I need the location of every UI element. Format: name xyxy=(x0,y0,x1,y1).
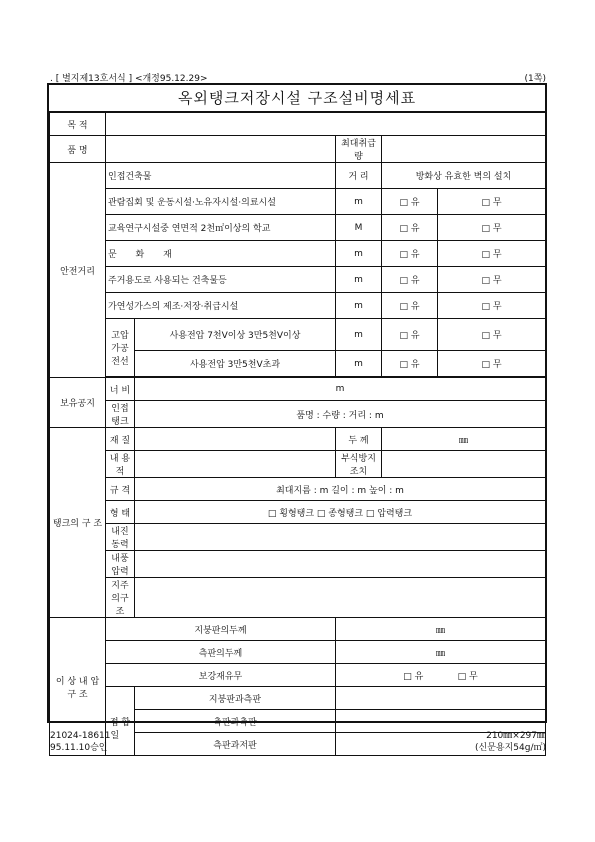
paper-type: (신문용지54g/㎡) xyxy=(475,743,546,753)
unit: M xyxy=(336,215,382,241)
footer-left xyxy=(50,730,119,754)
adjacent-header: 인접건축물 xyxy=(106,163,336,189)
support-label: 지주의구조 xyxy=(106,578,135,618)
yes-checkbox[interactable]: □ 유 xyxy=(382,241,438,267)
unit: m xyxy=(336,319,382,351)
building-assembly: 관람집회 및 운동시설·노유자시설·의료시설 xyxy=(106,189,336,215)
support-field[interactable] xyxy=(135,578,546,618)
form-code: 21024-18611일 xyxy=(50,731,120,741)
no-checkbox[interactable]: □ 무 xyxy=(438,241,546,267)
form-title: 옥외탱크저장시설 구조설비명세표 xyxy=(49,85,545,112)
width-field[interactable]: m xyxy=(135,378,546,401)
unit: m xyxy=(336,241,382,267)
no-checkbox[interactable]: □ 무 xyxy=(438,267,546,293)
yes-checkbox[interactable]: □ 유 xyxy=(382,189,438,215)
no-checkbox[interactable]: □ 무 xyxy=(438,351,546,377)
contents-label: 내 용 적 xyxy=(106,451,135,478)
footer-right xyxy=(475,730,546,754)
yes-checkbox[interactable]: □ 유 xyxy=(382,215,438,241)
high-voltage-1: 사용전압 7천V이상 3만5천V이상 xyxy=(135,319,336,351)
yes-checkbox[interactable]: □ 유 xyxy=(382,293,438,319)
joint-side-side: 측판과측판 xyxy=(135,710,336,733)
pressure-field[interactable] xyxy=(135,551,546,578)
adjacent-tank-label: 인접탱크 xyxy=(106,401,135,428)
width-label: 너 비 xyxy=(106,378,135,401)
paper-size: 210㎜×297㎜ xyxy=(486,731,546,741)
adjacent-tank-fields[interactable]: 품명 : 수량 : 거리 : m xyxy=(135,401,546,428)
distance-header: 거 리 xyxy=(336,163,382,189)
building-gas: 가연성가스의 제조·저장·취급시설 xyxy=(106,293,336,319)
thickness-label: 두 께 xyxy=(336,428,382,451)
side-thickness-label: 측판의두께 xyxy=(106,641,336,664)
shape-options[interactable]: □ 횡형탱크 □ 종형탱크 □ 압력탱크 xyxy=(135,501,546,524)
material-field[interactable] xyxy=(135,428,336,451)
max-qty-label: 최대취급량 xyxy=(336,136,382,163)
building-school: 교육연구시설중 연면적 2천㎡이상의 학교 xyxy=(106,215,336,241)
pressure-label: 내풍압력 xyxy=(106,551,135,578)
yes-checkbox[interactable]: □ 유 xyxy=(382,267,438,293)
form-number: . [ 별지제13호서식 ] <개정95.12.29> xyxy=(50,74,208,84)
spec-fields[interactable]: 최대지름 : m 길이 : m 높이 : m xyxy=(135,478,546,501)
joint-roof-side-field[interactable] xyxy=(336,687,546,710)
reinforce-label: 보강재유무 xyxy=(106,664,336,687)
roof-thickness-label: 지붕판의두께 xyxy=(106,618,336,641)
side-thickness-field[interactable]: ㎜ xyxy=(336,641,546,664)
special-structure-label: 이 상 내 압 구 조 xyxy=(50,618,106,756)
yes-checkbox[interactable]: □ 유 xyxy=(382,319,438,351)
spec-label: 규 격 xyxy=(106,478,135,501)
high-voltage-2: 사용전압 3만5천V초과 xyxy=(135,351,336,377)
shape-label: 형 태 xyxy=(106,501,135,524)
item-label: 품 명 xyxy=(50,136,106,163)
corrosion-label: 부식방지조치 xyxy=(336,451,382,478)
yes-checkbox[interactable]: □ 유 xyxy=(403,671,424,682)
approval-date: 95.11.10승인 xyxy=(50,743,108,753)
page-indicator: (1쪽) xyxy=(524,74,546,84)
fire-wall-header: 방화상 유효한 벽의 설치 xyxy=(382,163,546,189)
form-table xyxy=(49,112,546,756)
unit: m xyxy=(336,189,382,215)
no-checkbox[interactable]: □ 무 xyxy=(457,671,478,682)
no-checkbox[interactable]: □ 무 xyxy=(438,319,546,351)
thickness-field[interactable]: ㎜ xyxy=(382,428,546,451)
corrosion-field[interactable] xyxy=(382,451,546,478)
tank-structure-label: 탱크의 구 조 xyxy=(50,428,106,618)
unit: m xyxy=(336,267,382,293)
reinforce-options[interactable] xyxy=(336,664,546,687)
seismic-label: 내진동력 xyxy=(106,524,135,551)
building-residential: 주거용도로 사용되는 건축물등 xyxy=(106,267,336,293)
yes-checkbox[interactable]: □ 유 xyxy=(382,351,438,377)
building-heritage: 문 화 재 xyxy=(106,241,336,267)
open-space-label: 보유공지 xyxy=(50,378,106,428)
no-checkbox[interactable]: □ 무 xyxy=(438,215,546,241)
seismic-field[interactable] xyxy=(135,524,546,551)
purpose-label: 목 적 xyxy=(50,113,106,136)
no-checkbox[interactable]: □ 무 xyxy=(438,293,546,319)
safety-distance-label: 안전거리 xyxy=(50,163,106,378)
joint-label: 접 합 xyxy=(106,687,135,756)
purpose-field[interactable] xyxy=(106,113,546,136)
item-field[interactable] xyxy=(106,136,336,163)
roof-thickness-field[interactable]: ㎜ xyxy=(336,618,546,641)
joint-side-bottom: 측판과저판 xyxy=(135,733,336,756)
unit: m xyxy=(336,293,382,319)
no-checkbox[interactable]: □ 무 xyxy=(438,189,546,215)
joint-roof-side: 지붕판과측판 xyxy=(135,687,336,710)
max-qty-field[interactable] xyxy=(382,136,546,163)
high-voltage-label: 고압 가공 전선 xyxy=(106,319,135,377)
unit: m xyxy=(336,351,382,377)
contents-field[interactable] xyxy=(135,451,336,478)
material-label: 재 질 xyxy=(106,428,135,451)
